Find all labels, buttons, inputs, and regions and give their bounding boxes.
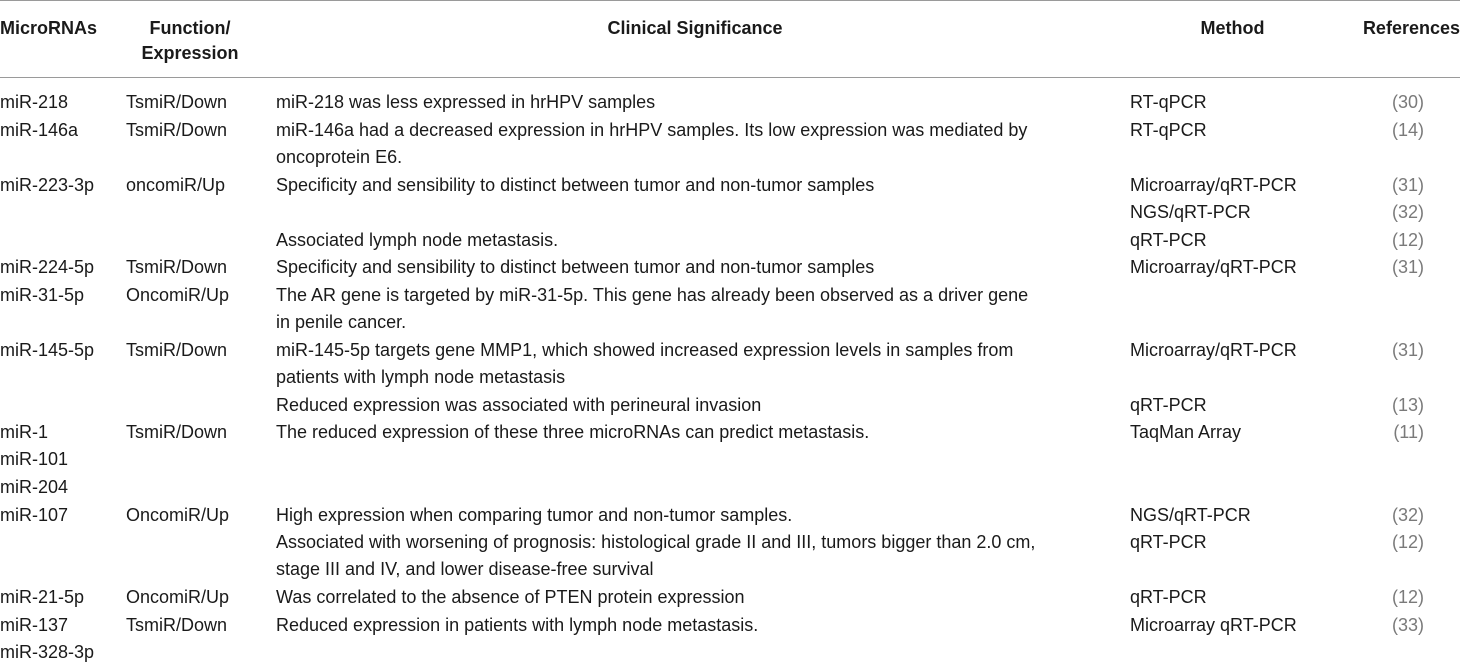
cell-function: TsmiR/Down <box>126 92 228 112</box>
cell-microrna: miR-224-5p <box>0 257 95 277</box>
header-clinical-significance: Clinical Significance <box>607 18 783 38</box>
header-micrornas: MicroRNAs <box>0 18 98 38</box>
cell-reference-link[interactable]: (33) <box>1391 615 1424 635</box>
cell-microrna: miR-145-5p <box>0 340 95 360</box>
cell-clinical: Reduced expression was associated with perineural invasion <box>276 395 762 415</box>
cell-microrna: miR-21-5p <box>0 587 85 607</box>
cell-clinical: miR-146a had a decreased expression in hrHPV samples. Its low expression was mediated by oncoprotein E6. <box>276 120 1028 168</box>
cell-reference-link[interactable]: (32) <box>1391 505 1424 525</box>
cell-reference-link[interactable]: (12) <box>1391 230 1424 250</box>
cell-microrna: miR-31-5p <box>0 285 85 305</box>
cell-function: TsmiR/Down <box>126 615 228 635</box>
cell-reference-link[interactable]: (30) <box>1391 92 1424 112</box>
cell-microrna: miR-1 miR-101 miR-204 <box>0 422 69 497</box>
cell-function: OncomiR/Up <box>126 285 230 305</box>
header-method: Method <box>1200 18 1265 38</box>
cell-microrna: miR-218 <box>0 92 69 112</box>
cell-microrna: miR-137 miR-328-3p <box>0 615 95 663</box>
cell-function: OncomiR/Up <box>126 505 230 525</box>
cell-clinical: The reduced expression of these three microRNAs can predict metastasis. <box>276 422 870 442</box>
cell-clinical: The AR gene is targeted by miR-31-5p. This gene has already been observed as a driver gene in penile cancer. <box>276 285 1029 333</box>
cell-function: oncomiR/Up <box>126 175 226 195</box>
cell-function: TsmiR/Down <box>126 422 228 442</box>
cell-clinical: Reduced expression in patients with lymph node metastasis. <box>276 615 759 635</box>
cell-function: TsmiR/Down <box>126 120 228 140</box>
cell-clinical: Associated with worsening of prognosis: histological grade II and III, tumors bigger than 2.0 cm, stage III and IV, and lower disease-free survival <box>276 532 1036 580</box>
cell-method: Microarray qRT-PCR <box>1130 615 1297 635</box>
cell-clinical: High expression when comparing tumor and non-tumor samples. <box>276 505 793 525</box>
header-function-expression: Function/ Expression <box>141 18 239 63</box>
cell-clinical: Associated lymph node metastasis. <box>276 230 559 250</box>
cell-reference-link[interactable]: (14) <box>1391 120 1424 140</box>
cell-method: Microarray/qRT-PCR <box>1130 257 1297 277</box>
cell-reference-link[interactable]: (31) <box>1391 340 1424 360</box>
cell-reference-link[interactable]: (13) <box>1391 395 1424 415</box>
cell-clinical: miR-218 was less expressed in hrHPV samples <box>276 92 656 112</box>
cell-method: NGS/qRT-PCR <box>1130 505 1251 525</box>
cell-method: qRT-PCR <box>1130 230 1207 250</box>
cell-method: RT-qPCR <box>1130 120 1207 140</box>
cell-function: TsmiR/Down <box>126 257 228 277</box>
cell-clinical: Specificity and sensibility to distinct between tumor and non-tumor samples <box>276 257 875 277</box>
cell-reference-link[interactable]: (12) <box>1391 532 1424 552</box>
cell-reference-link[interactable]: (12) <box>1391 587 1424 607</box>
cell-reference-link[interactable]: (32) <box>1391 202 1424 222</box>
cell-method: Microarray/qRT-PCR <box>1130 340 1297 360</box>
cell-method: TaqMan Array <box>1130 422 1242 442</box>
cell-microrna: miR-146a <box>0 120 79 140</box>
cell-function: TsmiR/Down <box>126 340 228 360</box>
cell-method: Microarray/qRT-PCR <box>1130 175 1297 195</box>
cell-reference-link[interactable]: (11) <box>1393 422 1424 442</box>
cell-method: qRT-PCR <box>1130 587 1207 607</box>
cell-function: OncomiR/Up <box>126 587 230 607</box>
cell-method: qRT-PCR <box>1130 395 1207 415</box>
cell-reference-link[interactable]: (31) <box>1391 257 1424 277</box>
cell-clinical: Specificity and sensibility to distinct between tumor and non-tumor samples <box>276 175 875 195</box>
cell-method: NGS/qRT-PCR <box>1130 202 1251 222</box>
cell-clinical: miR-145-5p targets gene MMP1, which showed increased expression levels in samples from patients with lymph node metastasis <box>276 340 1014 388</box>
cell-microrna: miR-223-3p <box>0 175 95 195</box>
header-references: References <box>1362 18 1460 38</box>
cell-reference-link[interactable]: (31) <box>1391 175 1424 195</box>
cell-method: RT-qPCR <box>1130 92 1207 112</box>
cell-clinical: Was correlated to the absence of PTEN protein expression <box>276 587 745 607</box>
table-header <box>0 0 1460 78</box>
cell-method: qRT-PCR <box>1130 532 1207 552</box>
cell-microrna: miR-107 <box>0 505 69 525</box>
